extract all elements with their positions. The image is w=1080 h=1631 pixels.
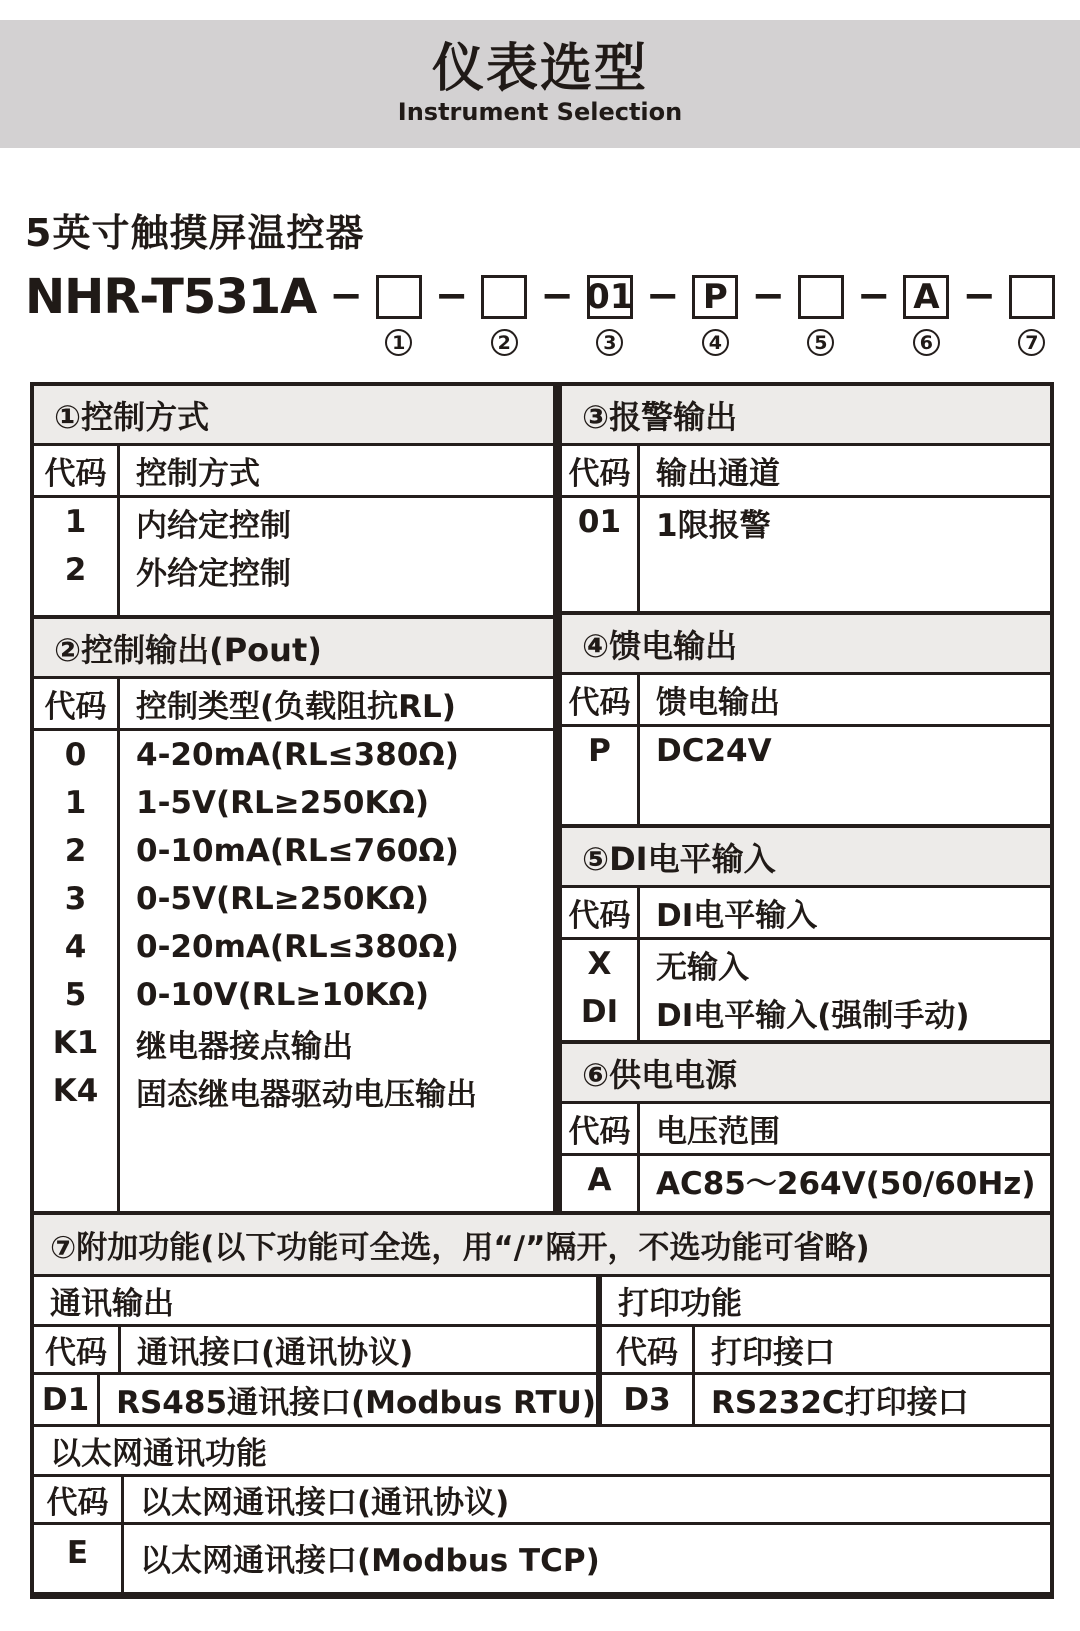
- code-cells: [34, 731, 120, 1211]
- circled-number-4: 4: [702, 329, 729, 356]
- row-desc: 以太网通讯接口(Modbus TCP): [140, 1543, 600, 1579]
- desc-column-header: 馈电输出: [656, 685, 780, 721]
- row-desc: 继电器接点输出: [136, 1028, 353, 1065]
- model-prefix: NHR-T531A: [25, 269, 317, 325]
- table-upper-area: [34, 386, 1050, 1211]
- ethernet-subtitle: 以太网通讯功能: [34, 1427, 1050, 1477]
- dash-separator: −: [329, 273, 363, 319]
- model-box-5: [798, 275, 844, 319]
- row-code: 1: [64, 785, 87, 821]
- code-column-header: 代码: [562, 1104, 640, 1153]
- code-column-header: 代码: [602, 1327, 695, 1372]
- row-code: K1: [52, 1025, 99, 1061]
- page-subtitle: Instrument Selection: [397, 97, 683, 126]
- print-function-block: [602, 1277, 1050, 1424]
- page-header-band: [0, 20, 1080, 148]
- section-4-rows: [562, 727, 1050, 824]
- row-code: A: [587, 1162, 612, 1198]
- code-column-header: 代码: [34, 446, 120, 495]
- circled-number-3: 3: [596, 329, 623, 356]
- section-4-title: ④馈电输出: [562, 615, 1050, 675]
- row-desc: 1-5V(RL≥250KΩ): [136, 785, 430, 821]
- section-6-rows: [562, 1156, 1050, 1211]
- dash-separator: −: [751, 273, 785, 319]
- model-segment-3: [587, 275, 633, 356]
- row-code: 5: [64, 977, 87, 1013]
- desc-cells: [120, 731, 553, 1211]
- row-desc: 外给定控制: [136, 555, 291, 592]
- page-title: 仪表选型: [431, 39, 648, 100]
- row-desc: 固态继电器驱动电压输出: [136, 1076, 477, 1113]
- model-box-7: [1009, 275, 1055, 319]
- section-alarm-output: [562, 386, 1050, 611]
- section-control-mode: [34, 386, 553, 615]
- section-6-title: ⑥供电电源: [562, 1044, 1050, 1104]
- code-column-header: 代码: [562, 888, 640, 937]
- section-control-output: [34, 615, 553, 1211]
- comm-output-block: [34, 1277, 602, 1424]
- print-function-subtitle: 打印功能: [602, 1277, 1050, 1327]
- code-column-header: 代码: [34, 1327, 121, 1372]
- code-cells: [562, 727, 640, 824]
- code-column-header: 代码: [34, 1477, 124, 1522]
- desc-cells: [640, 1156, 1050, 1211]
- section-5-rows: [562, 940, 1050, 1040]
- model-segment-5: [798, 275, 844, 356]
- circled-number-1: 1: [385, 329, 412, 356]
- section-2-header-row: [34, 679, 553, 731]
- comm-data-row: [34, 1375, 596, 1424]
- section-7-halves: [34, 1277, 1050, 1427]
- row-desc: 4-20mA(RL≤380Ω): [136, 737, 459, 773]
- row-desc: RS485通讯接口(Modbus RTU): [116, 1385, 596, 1421]
- row-code: E: [34, 1525, 124, 1592]
- section-4-header-row: [562, 675, 1050, 727]
- row-desc: AC85～264V(50/60Hz): [656, 1165, 1036, 1202]
- table-left-column: [34, 386, 553, 1211]
- dash-separator: −: [434, 273, 469, 319]
- selection-table: [30, 382, 1054, 1599]
- model-box-1: [376, 275, 422, 319]
- code-column-header: 代码: [34, 679, 120, 728]
- circled-number-6: 6: [913, 329, 940, 356]
- section-5-header-row: [562, 888, 1050, 940]
- model-box-2: [481, 275, 527, 319]
- section-1-header-row: [34, 446, 553, 498]
- row-desc: 0-10mA(RL≤760Ω): [136, 833, 459, 869]
- row-code: 1: [64, 504, 87, 540]
- section-3-rows: [562, 498, 1050, 611]
- model-segment-2: [481, 275, 527, 356]
- dash-separator: −: [645, 273, 680, 319]
- row-desc: 无输入: [656, 949, 749, 986]
- row-code: X: [587, 946, 612, 982]
- row-code: 4: [64, 929, 87, 965]
- row-code: 2: [64, 552, 87, 588]
- desc-cells: [120, 498, 553, 615]
- dash-separator: −: [962, 273, 996, 319]
- code-column-header: 代码: [562, 675, 640, 724]
- table-right-column: [553, 386, 1050, 1211]
- section-5-title: ⑤DI电平输入: [562, 828, 1050, 888]
- row-desc: 内给定控制: [136, 507, 291, 544]
- model-box-4: P: [692, 275, 738, 319]
- section-additional-functions: [34, 1211, 1050, 1592]
- row-code: DI: [580, 994, 619, 1030]
- desc-column-header: 打印接口: [711, 1335, 835, 1371]
- model-box-6: A: [903, 275, 949, 319]
- row-desc: RS232C打印接口: [711, 1385, 969, 1421]
- model-segment-1: [376, 275, 422, 356]
- row-desc: DC24V: [656, 733, 772, 769]
- desc-column-header: 控制方式: [136, 456, 260, 492]
- ethernet-header-row: [34, 1477, 1050, 1525]
- row-code: P: [588, 733, 611, 769]
- ethernet-data-row: [34, 1525, 1050, 1592]
- circled-number-2: 2: [491, 329, 518, 356]
- section-1-title: ①控制方式: [34, 386, 553, 446]
- code-cells: [562, 498, 640, 611]
- row-code: 2: [64, 833, 87, 869]
- row-code: D3: [602, 1375, 695, 1424]
- desc-cells: [640, 940, 1050, 1040]
- desc-column-header: DI电平输入: [656, 898, 818, 934]
- row-desc: 0-10V(RL≥10KΩ): [136, 977, 430, 1013]
- section-di-input: [562, 824, 1050, 1040]
- model-segment-7: [1009, 275, 1055, 356]
- circled-number-5: 5: [807, 329, 834, 356]
- comm-output-subtitle: 通讯输出: [34, 1277, 596, 1327]
- desc-column-header: 以太网通讯接口(通讯协议): [140, 1485, 510, 1521]
- desc-column-header: 电压范围: [656, 1114, 780, 1150]
- model-segment-6: [903, 275, 949, 356]
- desc-cells: [640, 498, 1050, 611]
- print-header-row: [602, 1327, 1050, 1375]
- section-2-title: ②控制输出(Pout): [34, 619, 553, 679]
- desc-column-header: 输出通道: [656, 456, 780, 492]
- code-cells: [562, 940, 640, 1040]
- code-cells: [562, 1156, 640, 1211]
- model-segment-4: [692, 275, 738, 356]
- section-3-title: ③报警输出: [562, 386, 1050, 446]
- row-code: K4: [52, 1073, 99, 1109]
- model-box-3: 01: [586, 277, 634, 317]
- row-desc: 1限报警: [656, 507, 771, 544]
- row-code: 0: [64, 737, 87, 773]
- row-desc: 0-5V(RL≥250KΩ): [136, 881, 430, 917]
- dash-separator: −: [540, 273, 574, 319]
- comm-header-row: [34, 1327, 596, 1375]
- page: [0, 20, 1080, 1599]
- section-3-header-row: [562, 446, 1050, 498]
- section-feed-output: [562, 611, 1050, 824]
- print-data-row: [602, 1375, 1050, 1424]
- product-title: 5英寸触摸屏温控器: [25, 211, 365, 255]
- row-code: D1: [34, 1375, 100, 1424]
- row-desc: DI电平输入(强制手动): [656, 997, 970, 1034]
- code-column-header: 代码: [562, 446, 640, 495]
- section-1-rows: [34, 498, 553, 615]
- section-2-rows: [34, 731, 553, 1211]
- dash-separator: −: [856, 273, 891, 319]
- section-7-title: ⑦附加功能(以下功能可全选，用“/”隔开，不选功能可省略): [34, 1215, 1050, 1277]
- desc-column-header: 通讯接口(通讯协议): [137, 1335, 414, 1371]
- section-6-header-row: [562, 1104, 1050, 1156]
- code-cells: [34, 498, 120, 615]
- circled-number-7: 7: [1018, 329, 1045, 356]
- row-code: 3: [64, 881, 87, 917]
- desc-cells: [640, 727, 1050, 824]
- model-code-line: [25, 269, 1080, 356]
- desc-column-header: 控制类型(负载阻抗RL): [136, 689, 456, 725]
- row-code: 01: [577, 504, 622, 540]
- row-desc: 0-20mA(RL≤380Ω): [136, 929, 459, 965]
- section-power-supply: [562, 1040, 1050, 1211]
